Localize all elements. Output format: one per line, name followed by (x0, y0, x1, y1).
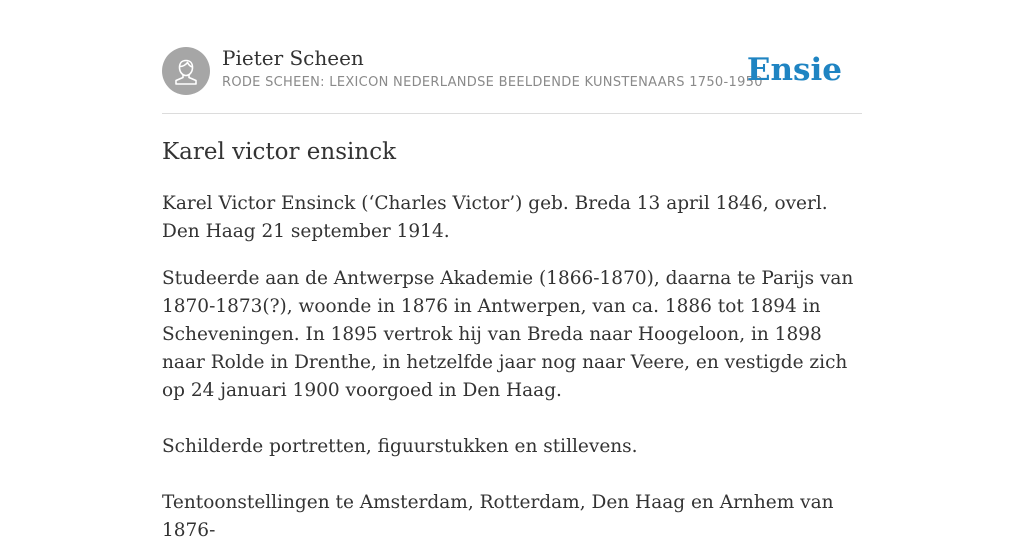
article-paragraph: Tentoonstellingen te Amsterdam, Rotterdam, Den Haag en Arnhem van 1876- (162, 492, 834, 541)
article (162, 137, 862, 545)
article-paragraph: Studeerde aan de Antwerpse Akademie (1866-1870), daarna te Parijs van 1870-1873(?), woonde in 1876 in Antwerpen, van ca. 1886 tot 1894 in Scheveningen. In 1895 vertrok hij van Breda naar Hoogeloon, in 1898 naar Rolde in Drenthe, in hetzelfde jaar nog naar Veere, en vestigde zich op 24 januari 1900 voorgoed in Den Haag. (162, 268, 854, 401)
user-silhouette-icon (162, 47, 210, 95)
divider (162, 113, 862, 114)
source-title: RODE SCHEEN: LEXICON NEDERLANDSE BEELDENDE KUNSTENAARS 1750-1950 (222, 75, 763, 90)
author-header (162, 47, 862, 95)
author-name[interactable]: Pieter Scheen (222, 46, 364, 70)
article-title: Karel victor ensinck (162, 139, 397, 165)
article-paragraph: Schilderde portretten, figuurstukken en stillevens. (162, 436, 638, 457)
brand-logo[interactable]: Ensie (746, 52, 842, 88)
article-paragraph: Karel Victor Ensinck (‘Charles Victor’) geb. Breda 13 april 1846, overl. Den Haag 21 september 1914. (162, 193, 828, 242)
author-avatar[interactable] (162, 47, 210, 95)
